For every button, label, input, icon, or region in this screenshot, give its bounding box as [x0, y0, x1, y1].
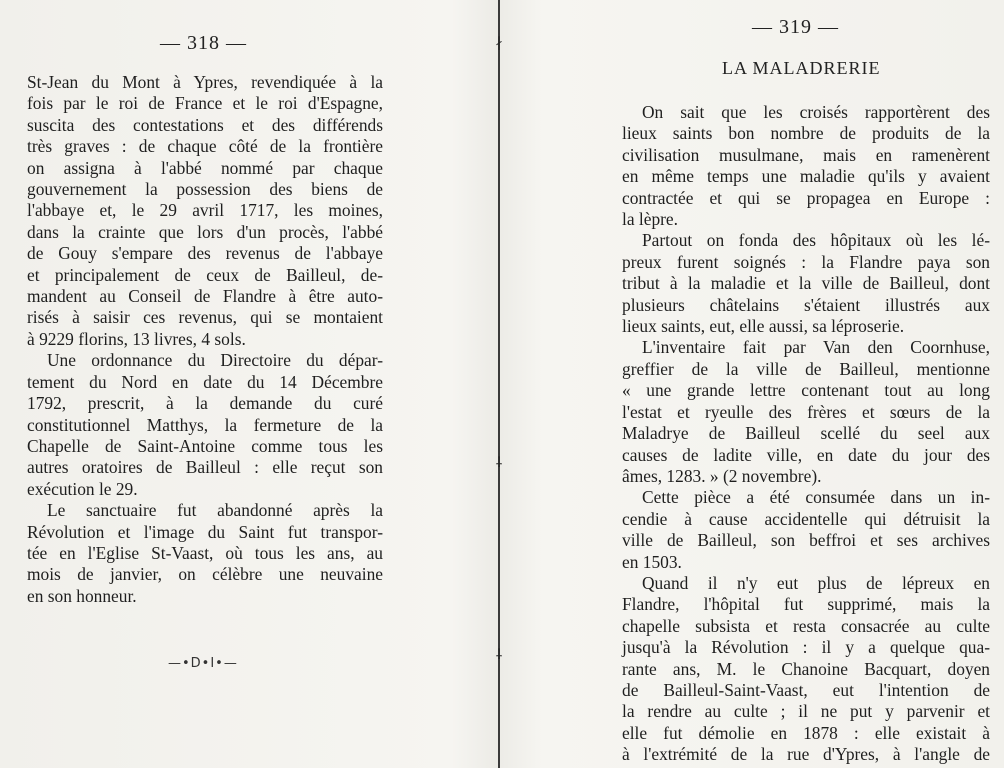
left-para-1-line: de Gouy s'empare des revenus de l'abbaye	[27, 243, 383, 264]
right-para-5-line: de Bailleul-Saint-Vaast, eut l'intention de	[622, 679, 990, 700]
right-para-2-line: preux furent soignés : la Flandre paya son	[622, 251, 990, 272]
right-para-2-line: Partout on fonda des hôpitaux où les lé-	[642, 230, 990, 251]
left-page-text	[27, 72, 383, 607]
left-para-3-line: Révolution et l'image du Saint fut transpor-	[27, 521, 383, 542]
left-para-1-line: on assigna à l'abbé nommé par chaque	[27, 157, 383, 178]
left-para-1-line: l'abbaye et, le 29 avril 1717, les moines,	[27, 200, 383, 221]
right-para-1-line: lieux saints bon nombre de produits de la	[622, 123, 990, 144]
right-page	[504, 0, 1004, 768]
right-para-1-line: civilisation musulmane, mais en ramenèrent	[622, 144, 990, 165]
right-para-2-line: lieux saints, eut, elle aussi, sa léproserie.	[622, 316, 905, 337]
left-para-3-line: Le sanctuaire fut abandonné après la	[47, 500, 383, 521]
chapter-title: LA MALADRERIE	[722, 58, 881, 78]
left-para-1-line: suscita des contestations et des différends	[27, 114, 383, 135]
left-para-2-line: exécution le 29.	[27, 478, 138, 499]
left-para-1-line: mandent au Conseil de Flandre à être auto-	[27, 286, 383, 307]
end-ornament: —•D•I•—	[168, 656, 238, 671]
left-page	[0, 0, 498, 768]
right-para-5-line: à l'extrémité de la rue d'Ypres, à l'angle de	[622, 744, 990, 765]
right-para-5-line: Flandre, l'hôpital fut supprimé, mais la	[622, 594, 990, 615]
right-para-5-line: la rendre au culte ; il ne put y parvenir et	[622, 701, 990, 722]
right-para-4-line: cendie à cause accidentelle qui détruisit la	[622, 508, 990, 529]
right-para-3-line: l'estat et ryeulle des frères et sœurs de la	[622, 401, 990, 422]
left-para-2-line: constitutionnel Matthys, la fermeture de la	[27, 414, 383, 435]
left-para-1-line: fois par le roi de France et le roi d'Espagne,	[27, 93, 383, 114]
binding-stitch-icon: ∤	[495, 35, 503, 51]
left-para-1-line: risés à saisir ces revenus, qui se montaient	[27, 307, 383, 328]
right-para-2-line: tribut à la maladie et la ville de Bailleul, dont	[622, 273, 990, 294]
right-para-1-line: en même temps une maladie qu'ils y avaient	[622, 166, 990, 187]
right-para-1-line: contractée et qui se propagea en Europe :	[622, 187, 990, 208]
left-para-1-line: gouvernement la possession des biens de	[27, 179, 383, 200]
left-para-1-line: et principalement de ceux de Bailleul, de-	[27, 264, 383, 285]
left-para-3-line: en son honneur.	[27, 585, 137, 606]
left-para-1-line: dans la crainte que lors d'un procès, l'abbé	[27, 221, 383, 242]
left-para-1-line: St-Jean du Mont à Ypres, revendiquée à la	[27, 72, 383, 92]
left-para-2-line: autres oratoires de Bailleul : elle reçut son	[27, 457, 383, 478]
right-para-5-line: elle fut démolie en 1878 : elle existait à	[622, 722, 990, 743]
right-page-number: — 319 —	[752, 16, 839, 38]
right-para-5-line: Quand il n'y eut plus de lépreux en	[642, 572, 990, 593]
right-para-1-line: la lèpre.	[622, 209, 679, 230]
left-page-number: — 318 —	[160, 32, 247, 54]
left-para-2-line: Chapelle de Saint-Antoine comme tous les	[27, 435, 383, 456]
right-para-5-line: chapelle subsista et resta consacrée au culte	[622, 615, 990, 636]
right-para-2-line: plusieurs châtelains s'étaient illustrés aux	[622, 294, 990, 315]
left-para-3-line: mois de janvier, on célèbre une neuvaine	[27, 564, 383, 585]
left-para-2-line: tement du Nord en date du 14 Décembre	[27, 371, 383, 392]
right-para-3-line: causes de ladite ville, en date du jour des	[622, 444, 990, 465]
right-para-3-line: âmes, 1283. » (2 novembre).	[622, 465, 822, 486]
right-para-1-line: On sait que les croisés rapportèrent des	[642, 102, 990, 122]
binding-stitch-icon: ⸸	[495, 647, 503, 663]
right-para-4-line: en 1503.	[622, 551, 682, 572]
right-para-5-line: jusqu'à la Révolution : il y a quelque qua-	[622, 637, 990, 658]
right-para-4-line: ville de Bailleul, son beffroi et ses archives	[622, 530, 990, 551]
right-para-4-line: Cette pièce a été consumée dans un in-	[642, 487, 990, 508]
right-para-3-line: Maladrye de Bailleul scellé du seel aux	[622, 423, 990, 444]
right-para-3-line: « une grande lettre contenant tout au long	[622, 380, 990, 401]
left-para-1-line: à 9229 florins, 13 livres, 4 sols.	[27, 328, 246, 349]
right-para-5-line: rante ans, M. le Chanoine Bacquart, doyen	[622, 658, 990, 679]
left-para-1-line: très graves : de chaque côté de la frontière	[27, 136, 383, 157]
left-para-3-line: tée en l'Eglise St-Vaast, où tous les ans, au	[27, 542, 383, 563]
right-page-text	[622, 102, 990, 766]
left-para-2-line: 1792, prescrit, à la demande du curé	[27, 393, 383, 414]
right-para-3-line: L'inventaire fait par Van den Coornhuse,	[642, 337, 990, 358]
left-para-2-line: Une ordonnance du Directoire du dépar-	[47, 350, 383, 371]
binding-stitch-icon: ⸸	[495, 455, 503, 471]
right-para-3-line: greffier de la ville de Bailleul, mentionne	[622, 358, 990, 379]
